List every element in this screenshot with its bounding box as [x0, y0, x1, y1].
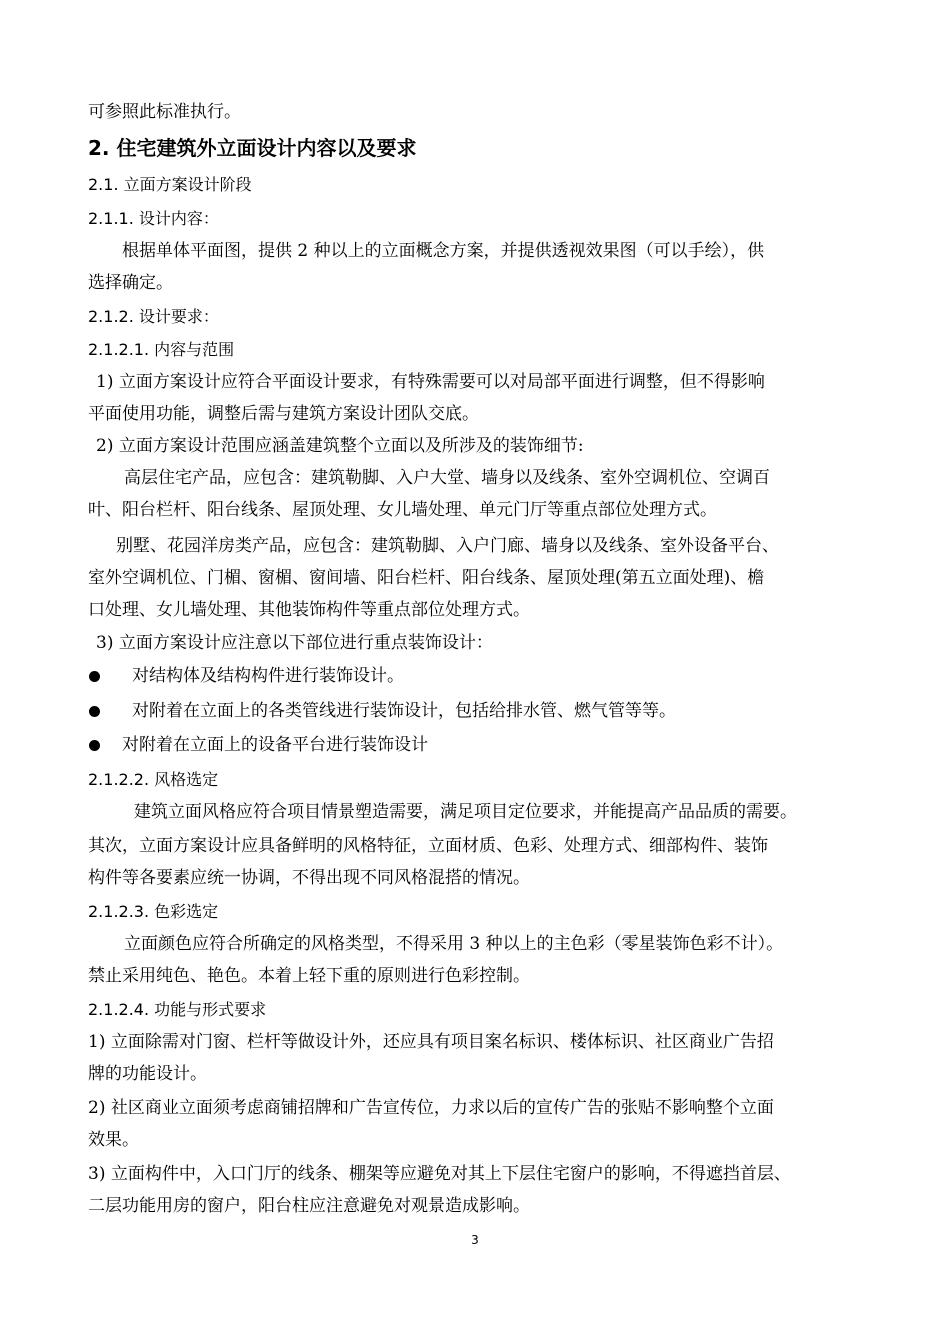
bullet-icon	[89, 671, 100, 682]
heading-2-1-1: 2.1.1. 设计内容：	[88, 209, 219, 228]
paragraph-function-2-line1: 2) 社区商业立面须考虑商铺招牌和广告宣传位，力求以后的宣传广告的张贴不影响整个立面	[88, 1098, 774, 1118]
bullet-icon	[89, 706, 100, 717]
bullet-item-3: 对附着在立面上的设备平台进行装饰设计	[122, 735, 428, 755]
heading-2-1: 2.1. 立面方案设计阶段	[88, 175, 252, 194]
paragraph-color-line1: 立面颜色应符合所确定的风格类型，不得采用 3 种以上的主色彩（零星装饰色彩不计）。	[124, 934, 784, 954]
list-item-1-line1: 1) 立面方案设计应符合平面设计要求，有特殊需要可以对局部平面进行调整，但不得影响	[96, 372, 765, 392]
bullet-icon	[89, 740, 100, 751]
paragraph-function-3-line1: 3) 立面构件中，入口门厅的线条、棚架等应避免对其上下层住宅窗户的影响，不得遮挡首层、	[88, 1164, 791, 1184]
heading-2: 2. 住宅建筑外立面设计内容以及要求	[88, 136, 417, 160]
bullet-item-2: 对附着在立面上的各类管线进行装饰设计，包括给排水管、燃气管等等。	[132, 701, 676, 721]
paragraph-villa-line2: 室外空调机位、门楣、窗楣、窗间墙、阳台栏杆、阳台线条、屋顶处理(第五立面处理)、檐	[88, 568, 765, 588]
bullet-item-1: 对结构体及结构构件进行装饰设计。	[132, 666, 404, 686]
paragraph-style-line3: 构件等各要素应统一协调，不得出现不同风格混搭的情况。	[88, 868, 530, 888]
list-item-1-line2: 平面使用功能，调整后需与建筑方案设计团队交底。	[88, 404, 479, 424]
paragraph-function-2-line2: 效果。	[88, 1130, 139, 1150]
paragraph-color-line2: 禁止采用纯色、艳色。本着上轻下重的原则进行色彩控制。	[88, 966, 530, 986]
list-item-3: 3) 立面方案设计应注意以下部位进行重点装饰设计：	[96, 633, 493, 653]
paragraph-function-1-line2: 牌的功能设计。	[88, 1064, 207, 1084]
paragraph-function-3-line2: 二层功能用房的窗户，阳台柱应注意避免对观景造成影响。	[88, 1196, 530, 1216]
paragraph-highrise-line2: 叶、阳台栏杆、阳台线条、屋顶处理、女儿墙处理、单元门厅等重点部位处理方式。	[88, 500, 717, 520]
paragraph-design-content-line1: 根据单体平面图，提供 2 种以上的立面概念方案，并提供透视效果图（可以手绘），供	[122, 241, 765, 261]
list-item-2: 2) 立面方案设计范围应涵盖建筑整个立面以及所涉及的装饰细节:	[96, 436, 584, 456]
paragraph-function-1-line1: 1) 立面除需对门窗、栏杆等做设计外，还应具有项目案名标识、楼体标识、社区商业广告招	[88, 1032, 774, 1052]
heading-2-1-2-3: 2.1.2.3. 色彩选定	[88, 902, 219, 921]
paragraph-villa-line1: 别墅、花园洋房类产品，应包含：建筑勒脚、入户门廊、墙身以及线条、室外设备平台、	[116, 536, 779, 556]
heading-2-1-2: 2.1.2. 设计要求：	[88, 307, 219, 326]
page-number: 3	[471, 1233, 479, 1247]
heading-2-1-2-1: 2.1.2.1. 内容与范围	[88, 340, 235, 359]
heading-2-1-2-4: 2.1.2.4. 功能与形式要求	[88, 1000, 267, 1019]
paragraph-highrise-line1: 高层住宅产品，应包含：建筑勒脚、入户大堂、墙身以及线条、室外空调机位、空调百	[124, 468, 770, 488]
paragraph-design-content-line2: 选择确定。	[88, 273, 173, 293]
paragraph-style-line1: 建筑立面风格应符合项目情景塑造需要，满足项目定位要求，并能提高产品品质的需要。	[134, 802, 797, 822]
paragraph-villa-line3: 口处理、女儿墙处理、其他装饰构件等重点部位处理方式。	[88, 600, 530, 620]
paragraph-style-line2: 其次，立面方案设计应具备鲜明的风格特征，立面材质、色彩、处理方式、细部构件、装饰	[88, 836, 768, 856]
heading-2-1-2-2: 2.1.2.2. 风格选定	[88, 770, 219, 789]
paragraph-intro: 可参照此标准执行。	[88, 102, 241, 122]
